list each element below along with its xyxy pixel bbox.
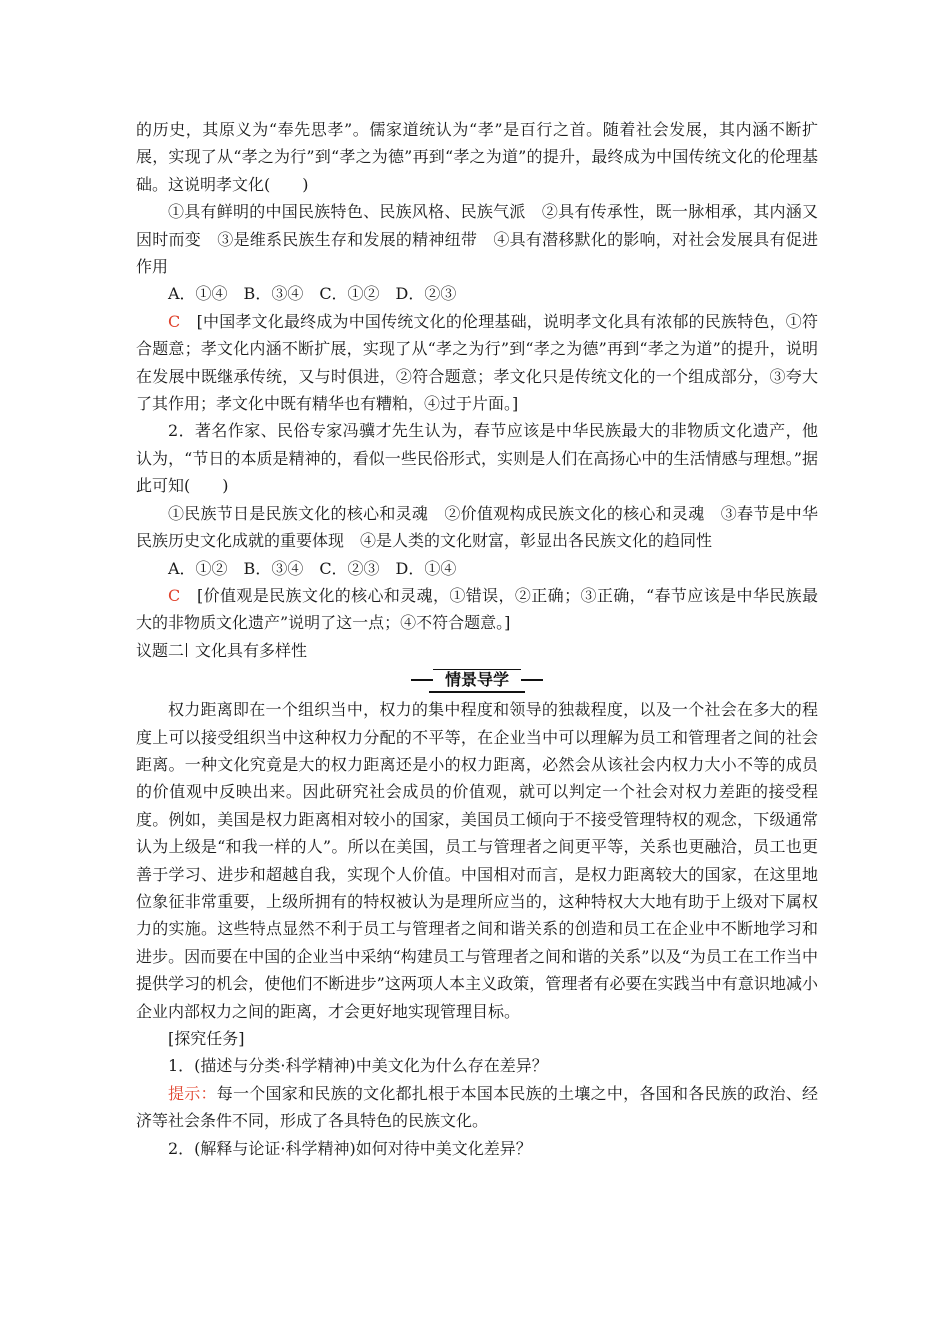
question-1-stem: 的历史，其原义为“奉先思孝”。儒家道统认为“孝”是百行之首。随着社会发展，其内涵不断扩展，实现了从“孝之为行”到“孝之为德”再到“孝之为道”的提升，最终成为中国传统文化的伦理基础。这说明孝文化( ): [136, 120, 818, 194]
answer-letter: C: [168, 585, 181, 605]
answer-explanation: [价值观是民族文化的核心和灵魂，①错误，②正确；③正确，“春节应该是中华民族最大的非物质文化遗产”说明了这一点；④不符合题意。]: [136, 585, 818, 633]
topic-prefix: 议题二: [136, 640, 185, 660]
divider: [186, 643, 187, 657]
section-badge-row: [136, 666, 818, 692]
answer-letter: C: [168, 311, 181, 331]
document-page: [136, 116, 818, 1162]
badge-label: 情景导学: [444, 670, 509, 690]
question-2-answer: [136, 582, 818, 637]
scenario-text: 权力距离即在一个组织当中，权力的集中程度和领导的独裁程度，以及一个社会在多大的程度上可以接受组织当中这种权力分配的不平等，在企业当中可以理解为员工和管理者之间的社会距离。一种文化究竟是大的权力距离还是小的权力距离，必然会从该社会内权力大小不等的成员的价值观中反映出来。因此研究社会成员的价值观，就可以判定一个社会对权力差距的接受程度。例如，美国是权力距离相对较小的国家，美国员工倾向于不接受管理特权的观念，下级通常认为上级是“和我一样的人”。所以在美国，员工与管理者之间更平等，关系也更融洽，员工也更善于学习、进步和超越自我，实现个人价值。中国相对而言，是权力距离较大的国家，在这里地位象征非常重要，上级所拥有的特权被认为是理所应当的，这种特权大大地有助于上级对下属权力的实施。这些特点显然不利于员工与管理者之间和谐关系的创造和员工在企业中不断地学习和进步。因而要在中国的企业当中采纳“构建员工与管理者之间和谐的关系”以及“为员工在工作当中提供学习的机会，使他们不断进步”这两项人本主义政策，管理者有必要在实践当中有意识地减小企业内部权力之间的距离，才会更好地实现管理目标。: [136, 700, 818, 1021]
hint-label: 提示：: [168, 1083, 217, 1103]
question-1-options: ①具有鲜明的中国民族特色、民族风格、民族气派 ②具有传承性，既一脉相承，其内涵又因时而变 ③是维系民族生存和发展的精神纽带 ④具有潜移默化的影响，对社会发展具有促进作用: [136, 202, 818, 277]
question-2-stem: 2．著名作家、民俗专家冯骥才先生认为，春节应该是中华民族最大的非物质文化遗产，他认为，“节日的本质是精神的，看似一些民俗形式，实则是人们在高扬心中的生活情感与理想。”据此可知( ): [136, 421, 818, 496]
task-1-hint: [136, 1080, 818, 1135]
topic-heading: [136, 637, 818, 664]
section-badge: [429, 669, 525, 693]
answer-explanation: [中国孝文化最终成为中国传统文化的伦理基础，说明孝文化具有浓郁的民族特色，①符合题意；孝文化内涵不断扩展，实现了从“孝之为行”到“孝之为德”再到“孝之为道”的提升，说明在发展中既继承传统，又与时俱进，②符合题意；孝文化只是传统文化的一个组成部分，③夸大了其作用；孝文化中既有精华也有糟粕，④过于片面。]: [136, 311, 818, 414]
task-heading: [探究任务]: [168, 1029, 245, 1048]
hint-text: 每一个国家和民族的文化都扎根于本国本民族的土壤之中，各国和各民族的政治、经济等社会条件不同，形成了各具特色的民族文化。: [136, 1083, 818, 1131]
question-1-answer: [136, 308, 818, 418]
task-1: 1．(描述与分类·科学精神)中美文化为什么存在差异？: [168, 1056, 548, 1076]
topic-title: 文化具有多样性: [195, 640, 308, 660]
question-2-choices: A．①② B．③④ C．②③ D．①④: [168, 558, 457, 578]
question-1-choices: A．①④ B．③④ C．①② D．②③: [168, 284, 457, 304]
question-2-options: ①民族节日是民族文化的核心和灵魂 ②价值观构成民族文化的核心和灵魂 ③春节是中华民族历史文化成就的重要体现 ④是人类的文化财富，彰显出各民族文化的趋同性: [136, 503, 818, 551]
task-2: 2．(解释与论证·科学精神)如何对待中美文化差异？: [168, 1138, 532, 1158]
